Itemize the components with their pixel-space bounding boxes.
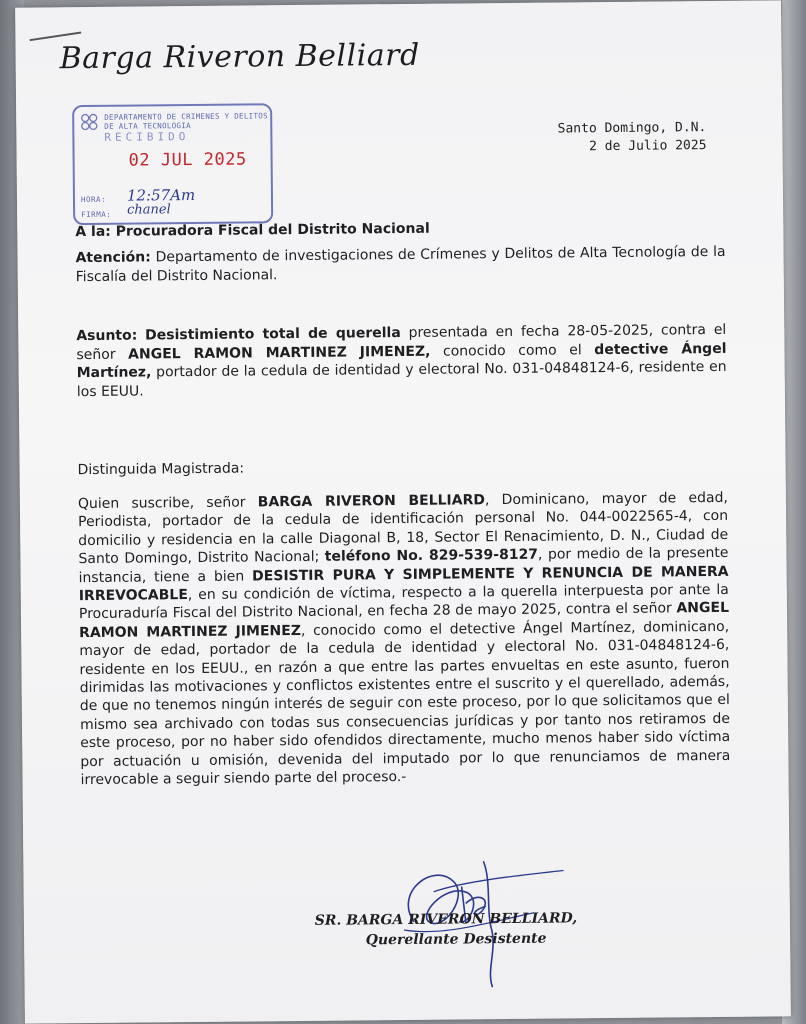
letterhead-name: Barga Riveron Belliard: [59, 37, 420, 77]
document-sheet: [15, 0, 791, 1023]
body-text-1: Quien suscribe, señor: [77, 494, 246, 513]
signer-name: SR. BARGA RIVERON BELLIARD,: [314, 910, 578, 929]
dateline-place: Santo Domingo, D.N.: [557, 120, 707, 137]
subject-block: [76, 321, 727, 402]
subject-text-1: presentada en fecha 28-05-2025, contra el señor: [76, 321, 727, 363]
stamp-date: 02 JUL 2025: [128, 149, 247, 171]
body-name-2: ANGEL RAMON MARTINEZ JIMENEZ: [79, 600, 730, 641]
body-paragraph: [78, 489, 731, 790]
stamp-received-label: RECIBIDO: [104, 130, 190, 144]
stamp-signature-value: chanel: [127, 202, 171, 218]
stamp-time-value: 12:57Am: [126, 185, 196, 205]
subject-name: ANGEL RAMON MARTINEZ JIMENEZ,: [128, 343, 431, 363]
stamp-logo-icon: [80, 113, 98, 131]
attention-label: Atención:: [75, 249, 151, 267]
body-phone: teléfono No. 829-539-8127: [324, 546, 539, 565]
body-text-5: , conocido como el detective Ángel Martínez, dominicano, mayor de edad, portador de la cedula de identidad y electoral No. 031-04848124-6, residente en los EEUU., en razón a que entre las partes envueltas en este asunto, fueron dirimidas las motivaciones y conflictos existentes entre el suscrito y el querellado, además, de que no tenemos ningún interés de seguir con este proceso, por lo que solicitamos que el mismo sea archivado con todas sus consecuencias jurídicas y por tanto nos retiramos de este proceso, por no haber sido ofendidos directamente, mucho menos haber sido víctima por actuación u omisión, devenida del imputado por lo que renunciamos de manera irrevocable a seguir siendo parte del proceso.-: [79, 618, 731, 789]
body-name-1: BARGA RIVERON BELLIARD: [257, 492, 486, 511]
subject-text-3: portador de la cedula de identidad y electoral No. 031-04848124-6, residente en los EEUU.: [76, 359, 727, 400]
addressee: A la: Procuradora Fiscal del Distrito Nacional: [75, 220, 430, 241]
body-text-2: , Dominicano, mayor de edad, Periodista, portador de la cedula de identificación personal No. 044-0022565-4, con domicilio y residencia en la calle Diagonal B, 18, Sector El Renacimiento, D. N., Ciudad de Santo Domingo, Distrito Nacional;: [78, 489, 729, 568]
attention-text: Departamento de investigaciones de Crímenes y Delitos de Alta Tecnología de la Fiscalía del Distrito Nacional.: [75, 243, 726, 285]
body-text-4: , en su condición de víctima, respecto a la querella interpuesta por ante la Procuraduría Fiscal del Distrito Nacional, en fecha 28 de mayo 2025, contra el señor: [78, 581, 729, 623]
signer-role: Querellante Desistente: [365, 930, 547, 949]
subject-alias: detective Ángel Martínez,: [76, 340, 727, 382]
subject-title: Desistimiento total de querella: [145, 325, 401, 344]
stamp-signature-label: FIRMA:: [81, 209, 112, 220]
body-desist: DESISTIR PURA Y SIMPLEMENTE Y RENUNCIA DE MANERA IRREVOCABLE: [78, 563, 729, 605]
dateline: [536, 119, 706, 157]
dateline-date: 2 de Julio 2025: [589, 138, 707, 155]
attention-block: [75, 243, 725, 286]
stamp-header-line2: DE ALTA TECNOLOGIA: [104, 121, 192, 131]
subject-text-2: conocido como el: [442, 341, 582, 360]
salutation: Distinguida Magistrada:: [77, 460, 245, 479]
subject-label: Asunto:: [76, 327, 138, 345]
body-text-3: , por medio de la presente instancia, tiene a bien: [78, 545, 729, 586]
received-stamp: [72, 103, 273, 225]
pen-mark: [30, 31, 82, 41]
stamp-time-label: HORA:: [80, 194, 107, 205]
stamp-header-line1: DEPARTAMENTO DE CRIMENES Y DELITOS: [104, 111, 268, 122]
